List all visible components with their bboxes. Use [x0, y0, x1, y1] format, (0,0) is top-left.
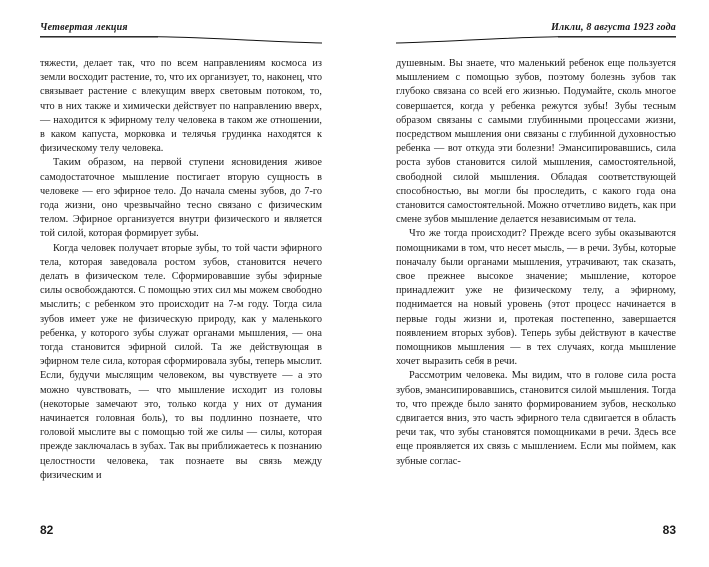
left-running-head-title: Четвертая лекция	[40, 22, 128, 33]
paragraph: душевным. Вы знаете, что маленький ребенок еще пользуется мышлением с помощью зубов, поэтому болезнь зубов так глубоко связана со всей его жизнью. Подумайте, сколь многое совершается, когда у ребенка режутся зубы! Зубы тесным образом связаны с самыми глубинными процессами жизни, посредством мышления они связаны с глубинной духовностью ребенка — вот откуда эти болезни! Эмансипировавшись, сила роста зубов становится силой мышления, самостоятельной, свободной силой мышления. Обладая соответствующей способностью, вы могли бы проследить, с какого года она становится самостоятельной. Можно отчетливо видеть, как при смене зубов мышление делается независимым от тела.	[396, 58, 676, 226]
right-page	[396, 0, 676, 567]
right-running-head-title: Илкли, 8 августа 1923 года	[551, 22, 676, 33]
paragraph: Когда человек получает вторые зубы, то той части эфирного тела, которая заведовала ростом зубов, становится нечего делать в физическом теле. Сформировавшие зубы эфирные силы освобождаются. С помощью этих сил мы можем свободно мыслить; с ребенком это происходит на 7-м году. Тогда сила зубов имеет уже не физическую природу, как у маленького ребенка, у которого зубы служат органами мышления, — она тогда становится эфирной силой. Та же действующая в эфирном теле сила, которая сформировала зубы, теперь мыслит. Если, будучи мыслящим человеком, вы чувствуете — а это можно чувствовать, — что мышление исходит из головы (некоторые замечают это, только когда у них от думания начинается головная боль), то вы подлинно познаете, что головой мыслите вы с помощью той же силы — силы, которая прежде заключалась в зубах. Так вы приближаетесь к познанию целостности человека, так познаете вы связь между физическим и	[40, 242, 322, 481]
right-running-head-rule	[396, 36, 676, 44]
paragraph: Таким образом, на первой ступени ясновидения живое самодостаточное мышление постигает вторую сущность в человеке — его эфирное тело. До начала смены зубов, до 7-го года жизни, оно чрезвычайно тесно связано с физическим телом. Эфирное организуется внутри физического и является той силой, которая формирует зубы.	[40, 157, 322, 240]
left-running-head	[40, 22, 322, 38]
left-page-number: 82	[40, 523, 54, 537]
left-body-text	[40, 57, 322, 483]
left-page	[40, 0, 322, 567]
right-body-text	[396, 57, 676, 469]
left-running-head-rule	[40, 36, 322, 44]
paragraph: Что же тогда происходит? Прежде всего зубы оказываются помощниками в том, что несет мысль, — в речи. Зубы, которые поначалу были органами мышления, утрачивают, так сказать, свое прежнее высокое значение; мышление, которое принадлежит уже не физическому телу, а эфирному, поднимается на новый уровень (этот процесс начинается в первые годы жизни и, протекая постепенно, завершается появлением вторых зубов). Теперь зубы действуют в качестве помощников мышления — в тех случаях, когда мышление хочет выразить себя в речи.	[396, 228, 676, 368]
right-page-number: 83	[662, 523, 676, 537]
paragraph: тяжести, делает так, что по всем направлениям космоса из земли восходит растение, то, что их организует, то, наконец, что связывает растение с влекущим вверх световым потоком, то, что в них также и химически действует по направлению вверх, — находится к эфирному телу человека в таком же отношении, в каком капуста, морковка и телячья грудинка находятся к физическому телу человека.	[40, 58, 322, 155]
right-running-head	[396, 22, 676, 38]
paragraph: Рассмотрим человека. Мы видим, что в голове сила роста зубов, эмансипировавшись, становится силой мышления. Тогда то, что прежде было занято формированием зубов, несколько сдвигается вниз, это часть эфирного тела сдвигается в область речи так, что зубы становятся помощниками в речи. Здесь все еще проявляется их связь с мышлением. Если мы поймем, как зубные соглас-	[396, 370, 676, 467]
